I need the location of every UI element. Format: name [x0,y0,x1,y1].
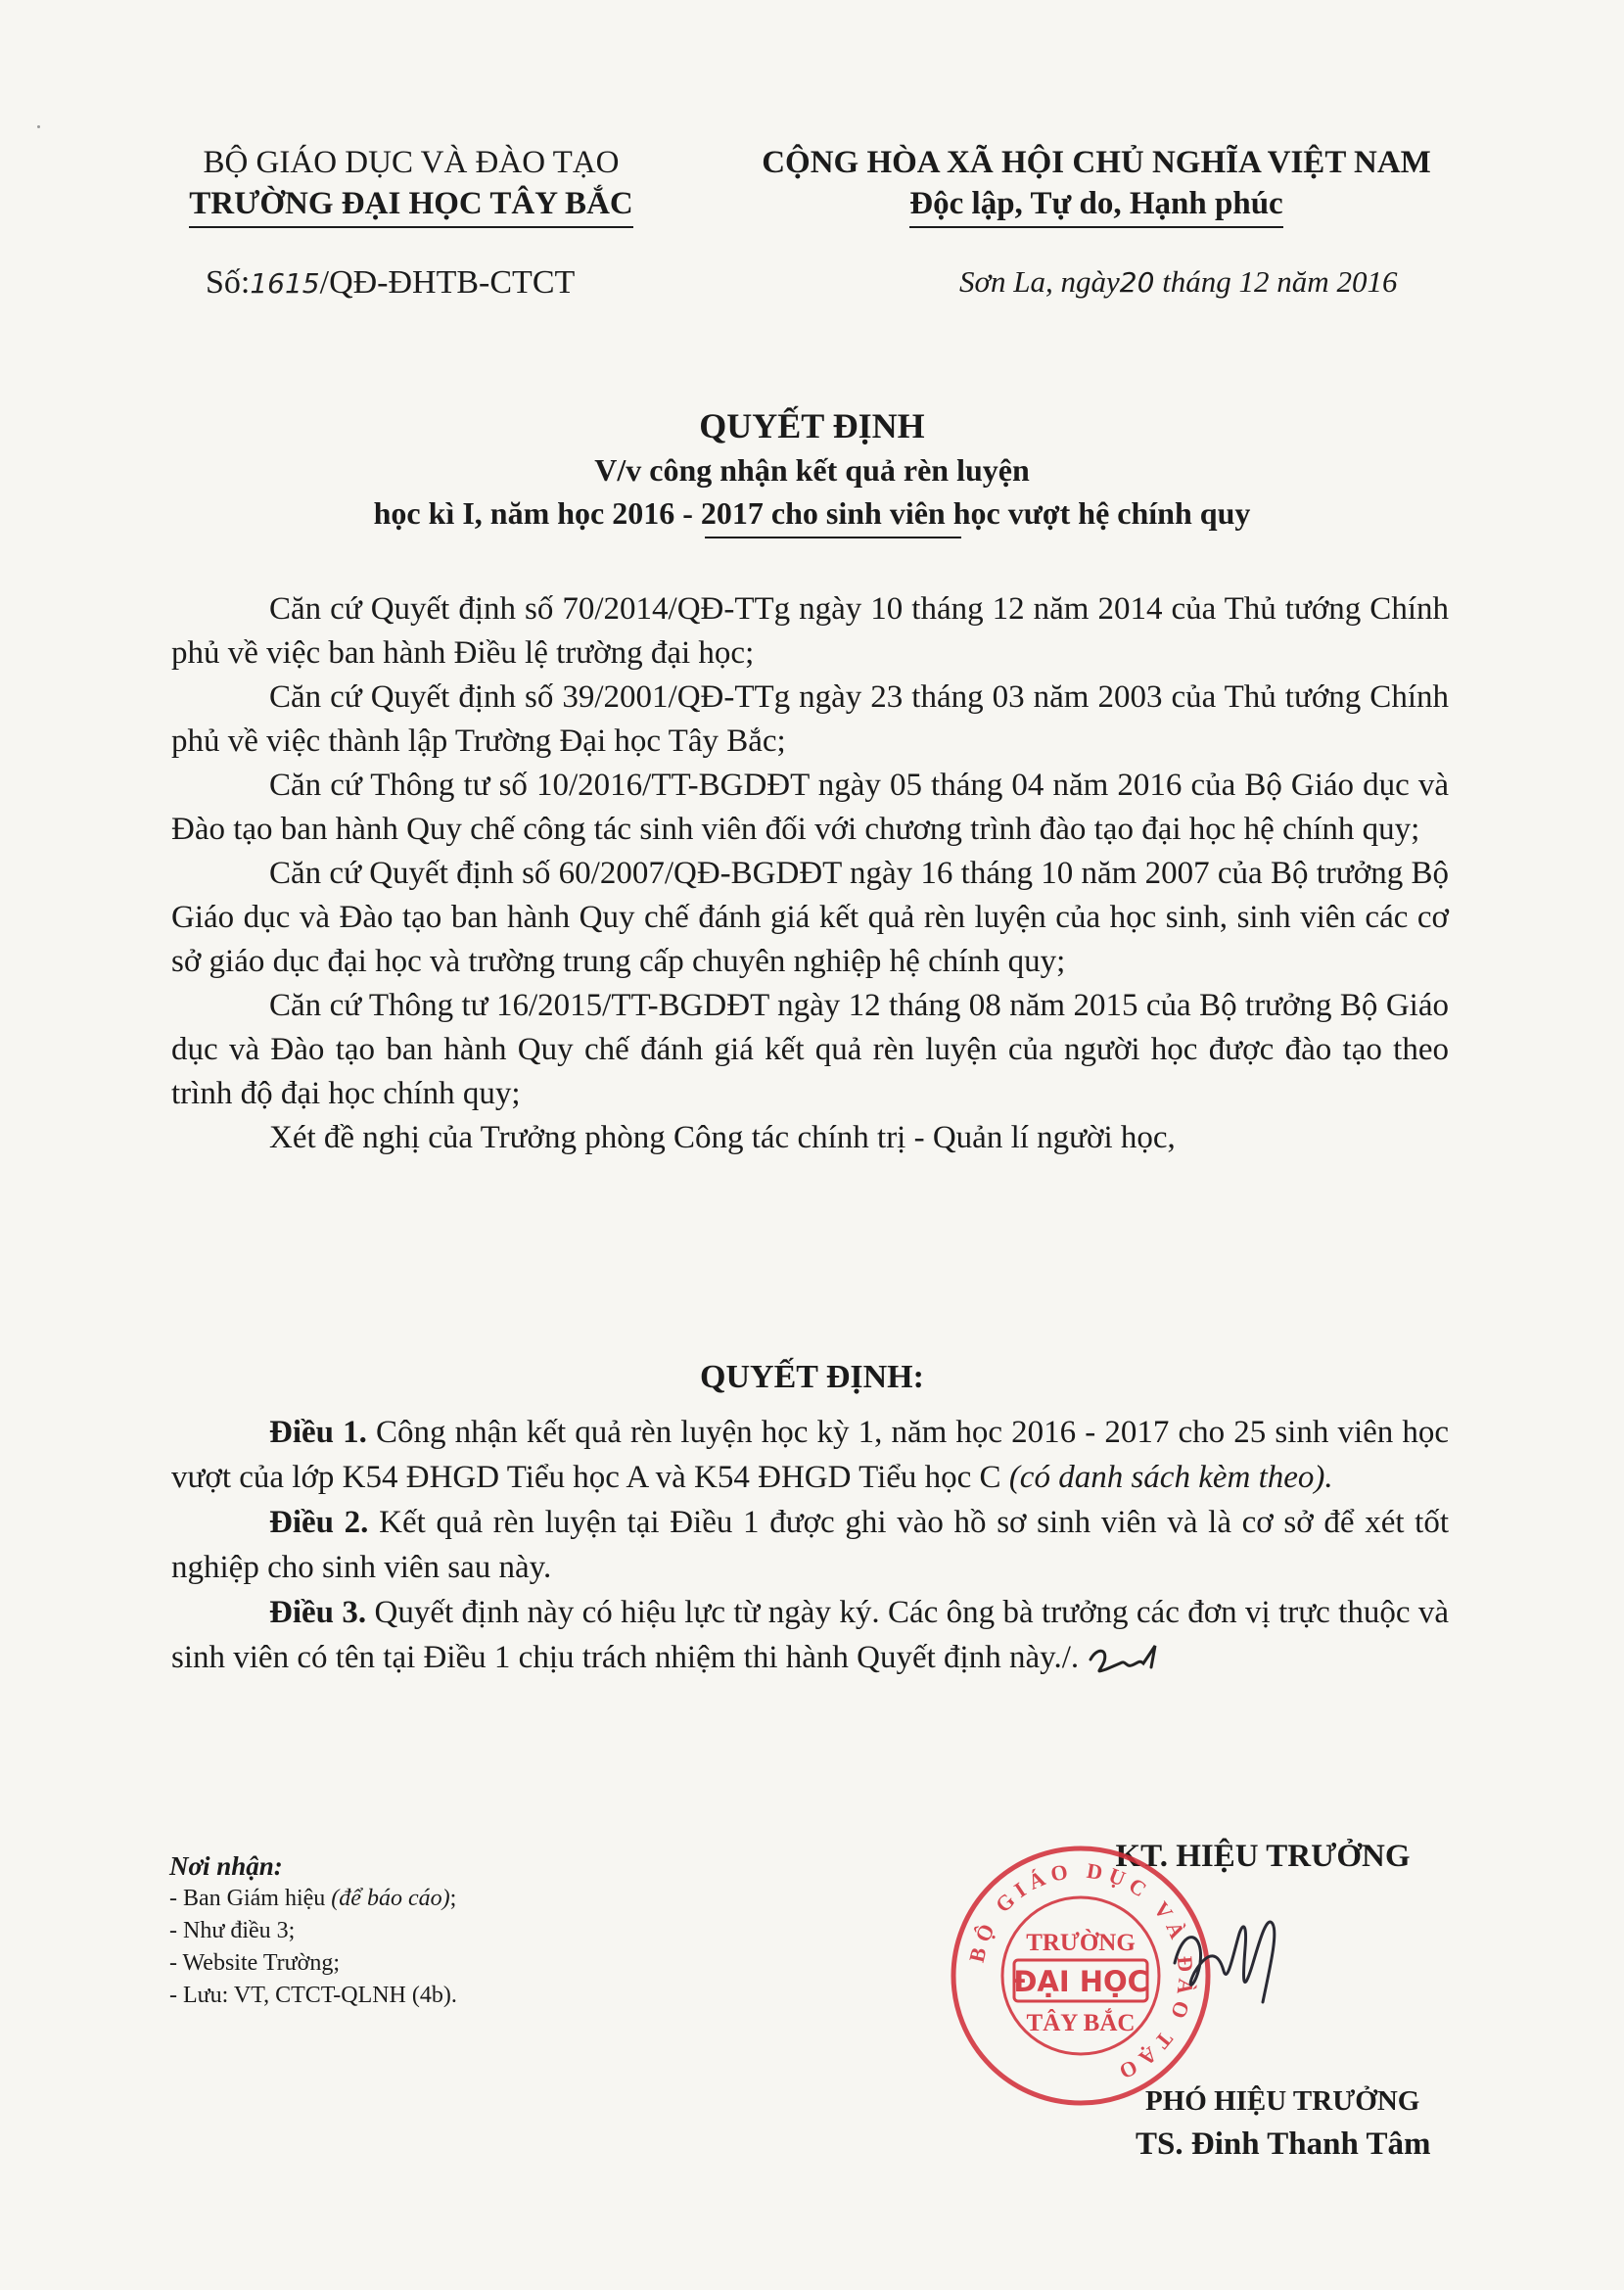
article-2-label: Điều 2. [269,1505,369,1540]
ministry-name: BỘ GIÁO DỤC VÀ ĐÀO TẠO [203,145,620,180]
recipient-1-text: - Ban Giám hiệu [169,1886,332,1911]
preamble-paragraph: Căn cứ Thông tư số 10/2016/TT-BGDĐT ngày 05 tháng 04 năm 2016 của Bộ Giáo dục và Đào tạo ban hành Quy chế công tác sinh viên đối với chương trình đào tạo đại học hệ chính quy; [171,768,1449,847]
recipients [169,1850,457,2012]
title-main: QUYẾT ĐỊNH [699,406,925,445]
title-underline [705,537,961,538]
recipients-title: Nơi nhận: [169,1851,283,1881]
signer-role: PHÓ HIỆU TRƯỞNG [1145,2085,1420,2117]
recipient-1-note: (để báo cáo) [331,1886,450,1911]
school-name [147,183,675,228]
title-line-3: học kì I, năm học 2016 - 2017 cho sinh viên học vượt hệ chính quy [373,495,1251,531]
initials-scribble [1087,1638,1175,1681]
article-3-label: Điều 3. [269,1595,367,1630]
document-title [0,403,1624,535]
doc-number-handwritten: 1615 [250,267,320,300]
school-name-text: TRƯỜNG ĐẠI HỌC TÂY BẮC [189,183,632,228]
article-1-text: Công nhận kết quả rèn luyện học kỳ 1, năm học 2016 - 2017 cho 25 sinh viên học vượt của lớp K54 ĐHGD Tiểu học A và K54 ĐHGD Tiểu học C [171,1415,1450,1495]
signer-prefix: KT. [1115,1839,1168,1874]
recipient-item: - Website Trường; [169,1950,341,1976]
place-date-day: 20 [1119,266,1155,299]
recipient-item: - Lưu: VT, CTCT-QLNH (4b). [169,1983,457,2008]
country-name: CỘNG HÒA XÃ HỘI CHỦ NGHĨA VIỆT NAM [762,145,1431,180]
articles [171,1410,1449,1681]
article-1 [171,1410,1449,1500]
document-number [206,264,575,302]
article-3-text: Quyết định này có hiệu lực từ ngày ký. Các ông bà trưởng các đơn vị trực thuộc và sinh viên có tên tại Điều 1 chịu trách nhiệm thi hành Quyết định này./. [171,1595,1449,1675]
article-1-label: Điều 1. [269,1415,367,1450]
national-header [705,142,1488,228]
seal-line-1: TRƯỜNG [1026,1930,1136,1956]
article-3 [171,1590,1449,1681]
place-date-prefix: Sơn La, ngày [959,264,1120,299]
national-motto [705,183,1488,228]
decision-heading: QUYẾT ĐỊNH: [700,1359,924,1395]
preamble-paragraph: Xét đề nghị của Trưởng phòng Công tác chính trị - Quản lí người học, [269,1120,1176,1155]
preamble-paragraph: Căn cứ Quyết định số 70/2014/QĐ-TTg ngày 10 tháng 12 năm 2014 của Thủ tướng Chính phủ về việc ban hành Điều lệ trường đại học; [171,591,1449,671]
recipient-1-end: ; [449,1886,457,1911]
preamble-paragraph: Căn cứ Quyết định số 60/2007/QĐ-BGDĐT ngày 16 tháng 10 năm 2007 của Bộ trưởng Bộ Giáo dục và Đào tạo ban hành Quy chế đánh giá kết quả rèn luyện của học sinh, sinh viên các cơ sở giáo dục đại học và trường trung cấp chuyên nghiệp hệ chính quy; [171,856,1449,979]
recipient-item: - Như điều 3; [169,1918,296,1943]
recipient-item [169,1883,457,1915]
article-1-note: (có danh sách kèm theo). [1008,1460,1333,1495]
signer-name: TS. Đinh Thanh Tâm [1136,2126,1431,2162]
seal-ring-text: BỘ GIÁO DỤC VÀ ĐÀO TẠO [963,1857,1199,2087]
article-2 [171,1500,1449,1590]
signer-title-text: HIỆU TRƯỞNG [1176,1839,1411,1874]
issuer-header [147,142,675,228]
doc-number-suffix: /QĐ-ĐHTB-CTCT [319,264,576,301]
preamble-paragraph: Căn cứ Thông tư 16/2015/TT-BGDĐT ngày 12 tháng 08 năm 2015 của Bộ trưởng Bộ Giáo dục và Đào tạo ban hành Quy chế đánh giá kết quả rèn luyện của người học được đào tạo theo trình độ đại học chính quy; [171,988,1449,1111]
title-line-2: V/v công nhận kết quả rèn luyện [594,452,1030,488]
place-date-suffix: tháng 12 năm 2016 [1162,264,1398,299]
article-2-text: Kết quả rèn luyện tại Điều 1 được ghi vào hồ sơ sinh viên và là cơ sở để xét tốt nghiệp cho sinh viên sau này. [171,1505,1450,1585]
seal-line-3: TÂY BẮC [1026,2010,1136,2036]
doc-number-prefix: Số: [206,264,251,301]
preamble [171,587,1449,1160]
handwritten-signature [1165,1894,1302,2022]
place-date [959,264,1397,300]
scan-speck [37,125,40,128]
preamble-paragraph: Căn cứ Quyết định số 39/2001/QĐ-TTg ngày 23 tháng 03 năm 2003 của Thủ tướng Chính phủ về việc thành lập Trường Đại học Tây Bắc; [171,679,1449,759]
seal-line-2: ĐẠI HỌC [1013,1965,1148,1998]
national-motto-text: Độc lập, Tự do, Hạnh phúc [909,183,1282,228]
